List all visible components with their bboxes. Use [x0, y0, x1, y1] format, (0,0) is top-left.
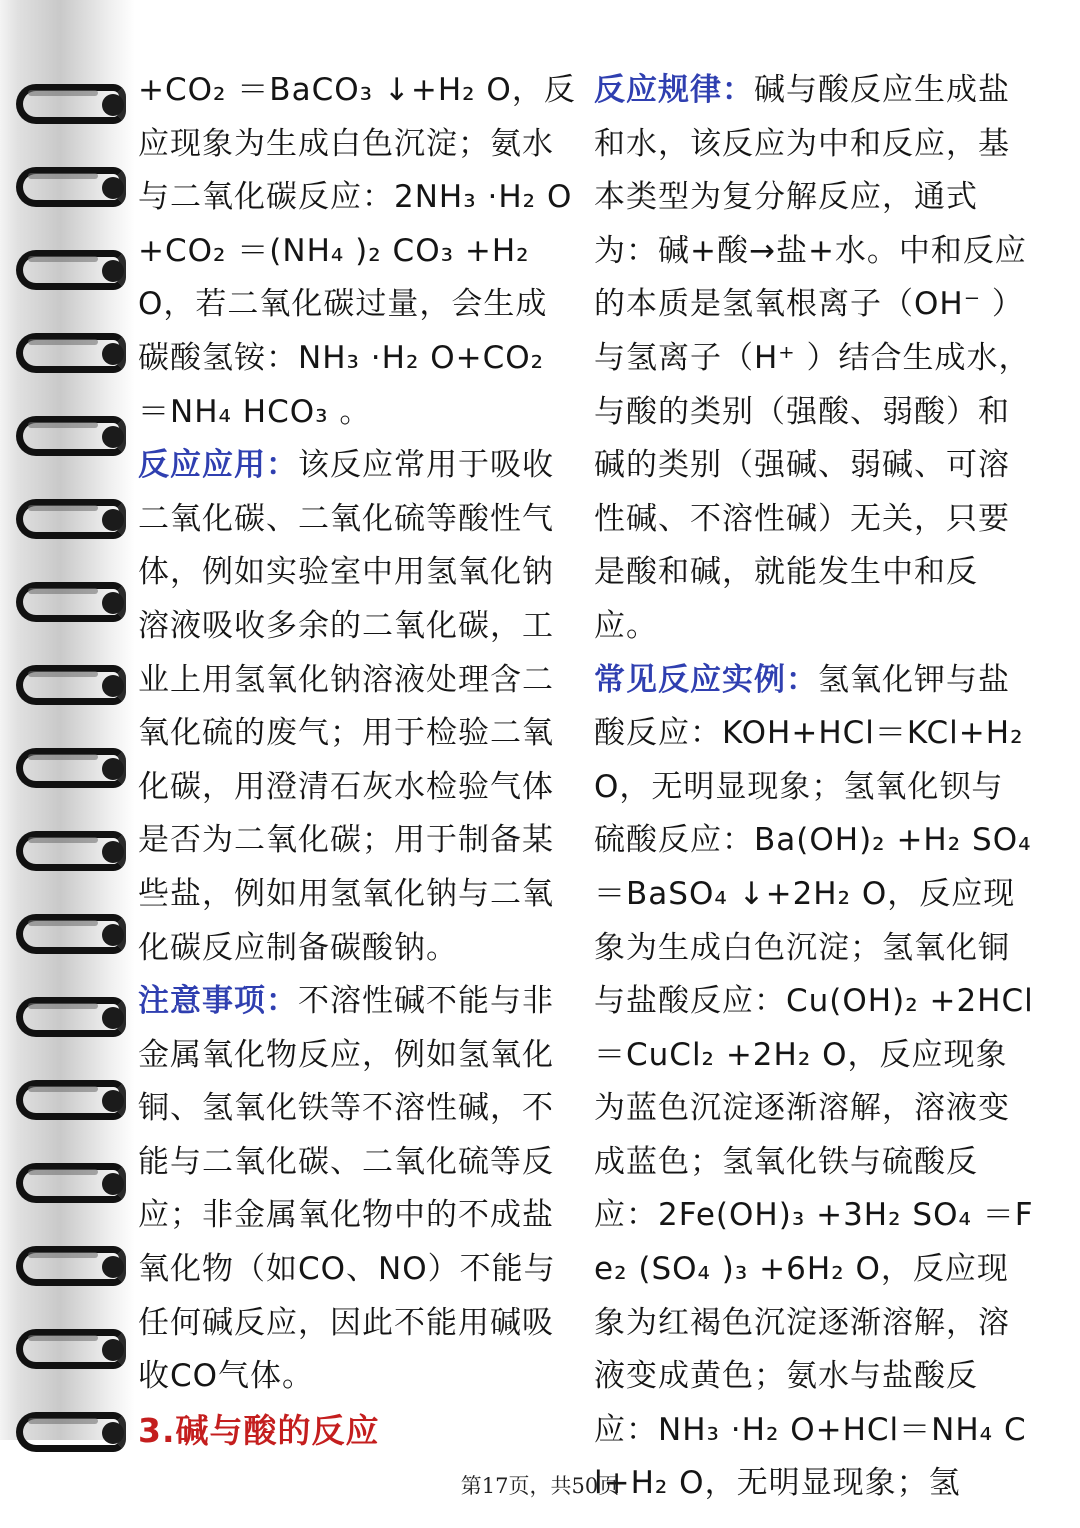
paragraph-reaction-applications — [138, 439, 578, 975]
spiral-ring — [10, 82, 130, 128]
spiral-ring — [10, 1410, 130, 1456]
text-reaction-rule: 碱与酸反应生成盐和水，该反应为中和反应，基本类型为复分解反应，通式为：碱+酸→盐+水。中和反应的本质是氢氧根离子（OH⁻ ）与氢离子（H⁺ ）结合生成水，与酸的类别（强酸、弱酸）和碱的类别（强碱、弱碱、可溶性碱、不溶性碱）无关，只要是酸和碱，就能发生中和反应。 — [594, 72, 1031, 644]
text-precautions: 不溶性碱不能与非金属氧化物反应，例如氢氧化铜、氢氧化铁等不溶性碱，不能与二氧化碳、二氧化硫等反应；非金属氧化物中的不成盐氧化物（如CO、NO）不能与任何碱反应，因此不能用碱吸收CO气体。 — [138, 983, 556, 1395]
paragraph-precautions — [138, 975, 578, 1404]
paragraph-reaction-equations: +CO₂ ＝BaCO₃ ↓+H₂ O，反应现象为生成白色沉淀；氨水与二氧化碳反应：2NH₃ ·H₂ O+CO₂ ＝(NH₄ )₂ CO₃ +H₂ O，若二氧化碳过量，会生成碳酸氢铵：NH₃ ·H₂ O+CO₂ ＝NH₄ HCO₃ 。 — [138, 72, 576, 430]
spiral-ring — [10, 1327, 130, 1373]
heading-reaction-rule: 反应规律： — [594, 72, 754, 108]
heading-common-examples: 常见反应实例： — [594, 661, 818, 698]
spiral-ring — [10, 663, 130, 709]
paragraph-reaction-rule — [594, 64, 1034, 654]
heading-precautions: 注意事项： — [138, 983, 298, 1020]
spiral-ring — [10, 1078, 130, 1124]
spiral-ring — [10, 829, 130, 875]
spiral-ring — [10, 497, 130, 543]
paragraph-common-examples — [594, 654, 1034, 1512]
spiral-ring — [10, 912, 130, 958]
spiral-ring — [10, 414, 130, 460]
right-column — [594, 64, 1034, 1511]
text-common-examples: 氢氧化钾与盐酸反应：KOH+HCl＝KCl+H₂ O，无明显现象；氢氧化钡与硫酸反应：Ba(OH)₂ +H₂ SO₄ ＝BaSO₄ ↓+2H₂ O，反应现象为生成白色沉淀；氢氧化铜与盐酸反应：Cu(OH)₂ +2HCl＝CuCl₂ +2H₂ O，反应现象为蓝色沉淀逐渐溶解，溶液变成蓝色；氢氧化铁与硫酸反应：2Fe(OH)₃ +3H₂ SO₄ ＝Fe₂ (SO₄ )₃ +6H₂ O，反应现象为红褐色沉淀逐渐溶解，溶液变成黄色；氨水与盐酸反应：NH₃ ·H₂ O+HCl＝NH₄ Cl+H₂ O，无明显现象；氢 — [594, 661, 1034, 1502]
spiral-ring — [10, 580, 130, 626]
spiral-ring — [10, 248, 130, 294]
spiral-ring — [10, 746, 130, 792]
text-reaction-applications: 该反应常用于吸收二氧化碳、二氧化硫等酸性气体，例如实验室中用氢氧化钠溶液吸收多余的二氧化碳，工业上用氢氧化钠溶液处理含二氧化硫的废气；用于检验二氧化碳，用澄清石灰水检验气体是否为二氧化碳；用于制备某些盐，例如用氢氧化钠与二氧化碳反应制备碳酸钠。 — [138, 447, 554, 966]
section-title: 3.碱与酸的反应 — [138, 1410, 380, 1450]
spiral-ring — [10, 1161, 130, 1207]
spiral-binding — [0, 0, 135, 1440]
spiral-ring — [10, 165, 130, 211]
spiral-ring — [10, 995, 130, 1041]
page-number: 第17页，共50页 — [460, 1474, 620, 1498]
spiral-ring — [10, 331, 130, 377]
heading-reaction-applications: 反应应用： — [138, 447, 298, 484]
spiral-ring — [10, 1244, 130, 1290]
left-column — [138, 64, 578, 1457]
